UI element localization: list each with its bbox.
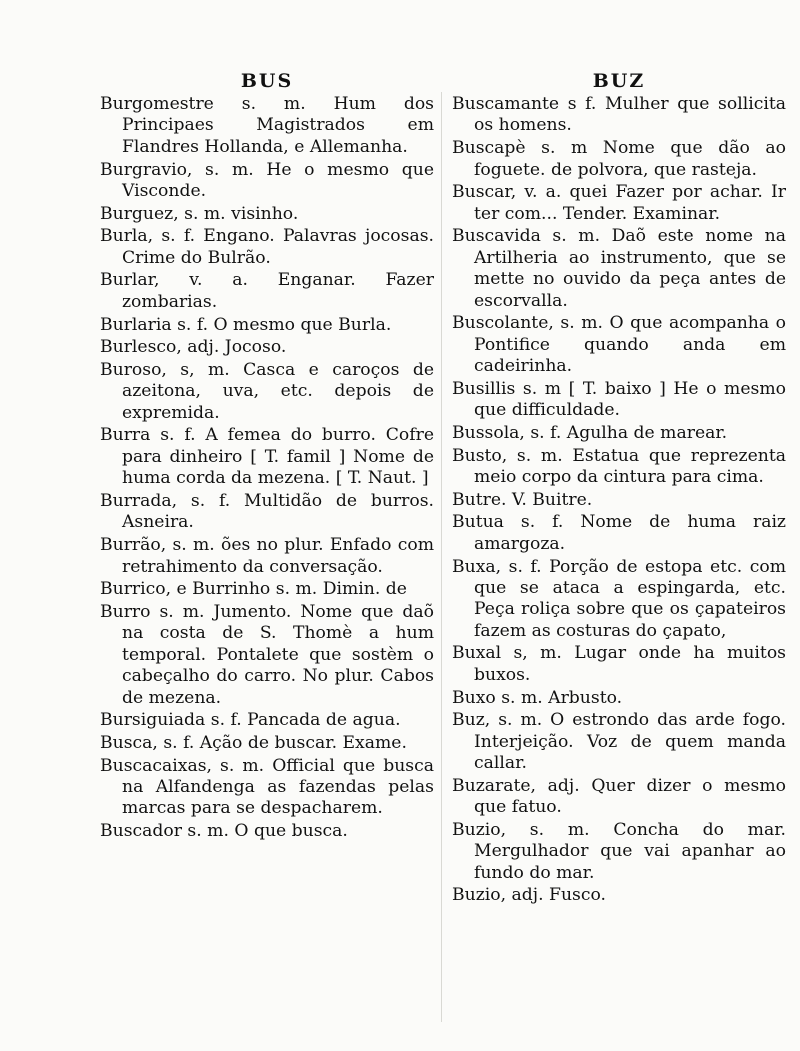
dictionary-entry: Buzio, s. m. Concha do mar. Mergulhador que vai apanhar ao fundo do mar.	[452, 819, 786, 883]
dictionary-entry: Bursiguiada s. f. Pancada de agua.	[100, 710, 401, 731]
dictionary-entry: Burlesco, adj. Jocoso.	[100, 337, 287, 358]
right-column	[452, 68, 786, 908]
dictionary-entry: Burgomestre s. m. Hum dos Principaes Magistrados em Flandres Hollanda, e Allemanha.	[100, 94, 434, 157]
dictionary-entry: Burlaria s. f. O mesmo que Burla.	[100, 314, 392, 335]
dictionary-entry: Buscavida s. m. Daõ este nome na Artilheria ao instrumento, que se mette no ouvido da peça antes de escorvalla.	[452, 226, 786, 311]
dictionary-entry: Burlar, v. a. Enganar. Fazer zombarias.	[100, 270, 434, 312]
dictionary-entry: Busillis s. m [ T. baixo ] He o mesmo que difficuldade.	[452, 378, 786, 421]
dictionary-entry: Bussola, s. f. Agulha de marear.	[452, 422, 728, 443]
column-separator	[441, 92, 442, 1022]
dictionary-entry: Butre. V. Buitre.	[452, 489, 593, 510]
dictionary-entry: Buscamante s f. Mulher que sollicita os homens.	[452, 94, 786, 136]
dictionary-entry: Buzio, adj. Fusco.	[452, 885, 606, 906]
dictionary-entry: Buscar, v. a. quei Fazer por achar. Ir ter com... Tender. Examinar.	[452, 182, 786, 224]
left-column-header: BUS	[240, 70, 294, 92]
dictionary-entry: Buz, s. m. O estrondo das arde fogo. Interjeição. Voz de quem manda callar.	[452, 710, 786, 774]
dictionary-entry: Burrada, s. f. Multidão de burros. Asneira.	[100, 490, 434, 533]
dictionary-entry: Busca, s. f. Ação de buscar. Exame.	[100, 732, 407, 753]
dictionary-entry: Burgravio, s. m. He o mesmo que Visconde.	[100, 159, 434, 201]
dictionary-entry: Burra s. f. A femea do burro. Cofre para dinheiro [ T. famil ] Nome de huma corda da mezena. [ T. Naut. ]	[100, 425, 434, 489]
dictionary-entry: Burro s. m. Jumento. Nome que daõ na costa de S. Thomè a hum temporal. Pontalete que sostèm o cabeçalho do carro. No plur. Cabos de mezena.	[100, 601, 434, 708]
dictionary-entry: Burguez, s. m. visinho.	[100, 203, 299, 224]
dictionary-entry: Butua s. f. Nome de huma raiz amargoza.	[452, 512, 786, 554]
dictionary-entry: Buscapè s. m Nome que dão ao foguete. de polvora, que rasteja.	[452, 138, 786, 180]
dictionary-entry: Busto, s. m. Estatua que reprezenta meio corpo da cintura para cima.	[452, 445, 786, 487]
right-column-header: BUZ	[592, 70, 646, 92]
dictionary-entry: Buzarate, adj. Quer dizer o mesmo que fatuo.	[452, 775, 786, 818]
dictionary-entry: Buscador s. m. O que busca.	[100, 821, 348, 842]
dictionary-entry: Burrão, s. m. ões no plur. Enfado com retrahimento da conversação.	[100, 535, 434, 577]
dictionary-entry: Buxa, s. f. Porção de estopa etc. com que se ataca a espingarda, etc. Peça roliça sobre que os çapateiros fazem as costuras do çapato,	[452, 556, 786, 641]
dictionary-entry: Burla, s. f. Engano. Palavras jocosas. Crime do Bulrão.	[100, 226, 434, 268]
dictionary-entry: Buscolante, s. m. O que acompanha o Pontifice quando anda em cadeirinha.	[452, 313, 786, 377]
dictionary-entry: Buxal s, m. Lugar onde ha muitos buxos.	[452, 643, 786, 685]
dictionary-entry: Buscacaixas, s. m. Official que busca na Alfandenga as fazendas pelas marcas para se despacharem.	[100, 755, 434, 819]
dictionary-entry: Buxo s. m. Arbusto.	[452, 687, 623, 708]
left-column	[100, 68, 434, 844]
dictionary-entry: Burrico, e Burrinho s. m. Dimin. de	[100, 579, 407, 600]
dictionary-entry: Buroso, s, m. Casca e caroços de azeitona, uva, etc. depois de expremida.	[100, 359, 434, 423]
